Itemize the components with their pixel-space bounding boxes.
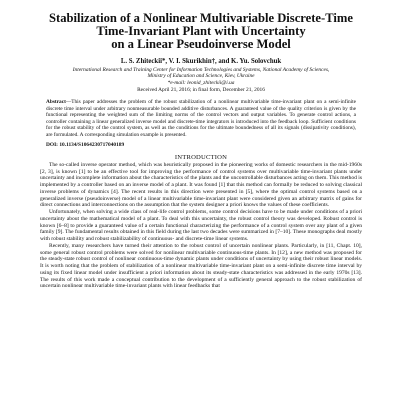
- abstract-label: Abstract: [46, 98, 66, 105]
- contact-email: *e-mail: leonid_zhiteckii@i.ua: [167, 79, 235, 86]
- body-paragraph: The so-called inverse operator method, which was heuristically proposed in the pioneering works of domestic researchers in the mid-1960s [2, 3], is known [1] to be an effective tool for improving the performance of control systems over multivariable time-invariant plants under uncertainty and incomplete information about the characteristics of the plants and the uncontrollable disturbances acting on them. This method is implemented by a controller based on an inverse model of a plant. It was found [1] that this method can formally be reduced to solving classical inverse problems of dynamics [4]. The recent results in this direction were presented in [5], where the optimal control systems based on a generalized inverse (pseudoinverse) model of a linear multivariable time-invariant plant were considered given an arbitrary matrix of gains for direct connections and interconnections on the assumption that the system designer a priori knows the values of these coefficients.: [40, 161, 362, 209]
- paper-title: Stabilization of a Nonlinear Multivariable Discrete-Time Time-Invariant Plant with Uncertainty on a Linear Pseudoinverse Model: [49, 11, 353, 52]
- paper-page: [40, 12, 362, 290]
- received-date: Received April 21, 2016; in final form, December 21, 2016: [137, 87, 265, 94]
- body-paragraph: Unfortunately, when solving a wide class of real-life control problems, some control decisions have to be made under conditions of a priori uncertainty about the mathematical model of a plant. To deal with this uncertainty, the robust control theory was developed. Robust control is known [6–8] to provide a guaranteed value of a certain functional characterizing the performance of a control system over any plant of a given family [9]. The fundamental results obtained in this field during the last two decades were summarized in [7–10]. These monographs deal mostly with robust stability and robust stabilizability of continuous- and discrete-time linear systems.: [40, 209, 362, 243]
- doi: DOI: 10.1134/S1064230717040189: [46, 142, 125, 149]
- affiliation: International Research and Training Center for Information Technologies and Systems, National Academy of Sciences, Ministry of Education and Science, Kiev, Ukraine: [72, 66, 330, 80]
- section-heading: INTRODUCTION: [174, 153, 228, 161]
- abstract-text: —This paper addresses the problem of the robust stabilization of a nonlinear multivariable time-invariant plant on a semi-infinite discrete time interval under arbitrary nonmeasurable bounded additive disturbances. A guaranteed value of the quality criterion is given by the functional representing the weighted sum of the limiting norms of the control vectors and output variables. To generate control actions, a controller containing a linear generalized inverse model and discrete-time integrators is introduced into the feedback loop. Sufficient conditions for the robust stability of the control system, as well as the conditions for the ultimate boundedness of all its signals (dissipativity conditions), are formulated. A corresponding simulation example is presented.: [46, 98, 356, 138]
- abstract: [46, 99, 356, 138]
- body-paragraph: Recently, many researchers have turned their attention to the robust control of uncertain nonlinear plants. Particularly, in [11, Chapt. 10], some general robust control problems were solved for nonlinear multivariable continuous-time plants. In [12], a new method was proposed for the steady-state robust control of nonlinear continuous-time dynamic plants under conditions of uncertainty by using their robust linear models. It is worth noting that the problem of stabilization of a nonlinear multivariable time-invariant plant on a semi-infinite discrete time interval by using its fixed linear model under insufficient a priori information about its steady-state characteristics was addressed in the early 1970s [13]. The results of this work made a conceptual contribution to the development of a sufficiently general approach to the robust stabilization of uncertain nonlinear multivariable time-invariant plants with linear feedbacks that: [40, 242, 362, 290]
- author-list: L. S. Zhiteckii*, V. I. Skurikhin†, and K. Yu. Solovchuk: [120, 57, 282, 65]
